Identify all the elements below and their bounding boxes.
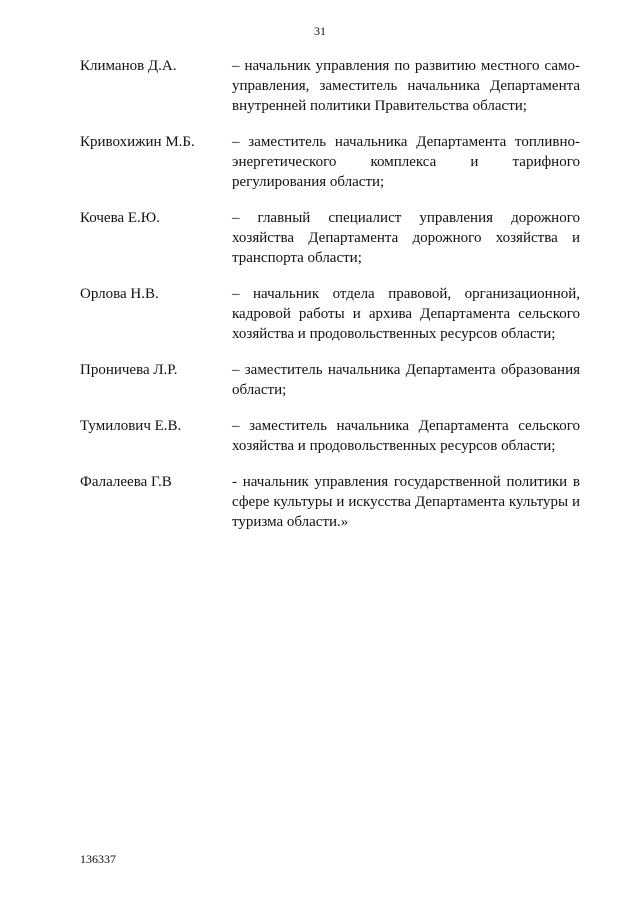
member-name: Проничева Л.Р. <box>80 362 178 378</box>
member-list <box>0 56 640 548</box>
list-item <box>0 208 640 268</box>
member-name: Фалалеева Г.В <box>80 474 172 490</box>
list-item <box>0 132 640 192</box>
page-number: 31 <box>314 24 326 38</box>
member-description: – главный специалист управления дорожного хозяйства Департамента дорожного хозяйства и транспорта области; <box>232 210 580 266</box>
member-name: Кривохижин М.Б. <box>80 134 195 150</box>
member-description: – заместитель начальника Департамента топливно-энергетического комплекса и тарифного регулирования области; <box>232 134 580 190</box>
member-description: - начальник управления государственной политики в сфере культуры и искусства Департамента культуры и туризма области.» <box>232 474 580 530</box>
member-name: Орлова Н.В. <box>80 286 159 302</box>
member-description: – заместитель начальника Департамента сельского хозяйства и продовольственных ресурсов области; <box>232 418 580 454</box>
list-item <box>0 472 640 532</box>
member-name: Климанов Д.А. <box>80 58 177 74</box>
list-item <box>0 416 640 456</box>
document-code: 136337 <box>80 852 116 866</box>
member-description: – начальник отдела правовой, организационной, кадровой работы и архива Департамента сельского хозяйства и продовольственных ресурсов области; <box>232 286 580 342</box>
list-item <box>0 56 640 116</box>
member-name: Тумилович Е.В. <box>80 418 182 434</box>
member-description: – заместитель начальника Департамента образования области; <box>232 362 580 398</box>
member-name: Кочева Е.Ю. <box>80 210 160 226</box>
list-item <box>0 284 640 344</box>
member-description: – начальник управления по развитию местного самоуправления, заместитель начальника Департамента внутренней политики Правительства области; <box>232 58 580 114</box>
list-item <box>0 360 640 400</box>
